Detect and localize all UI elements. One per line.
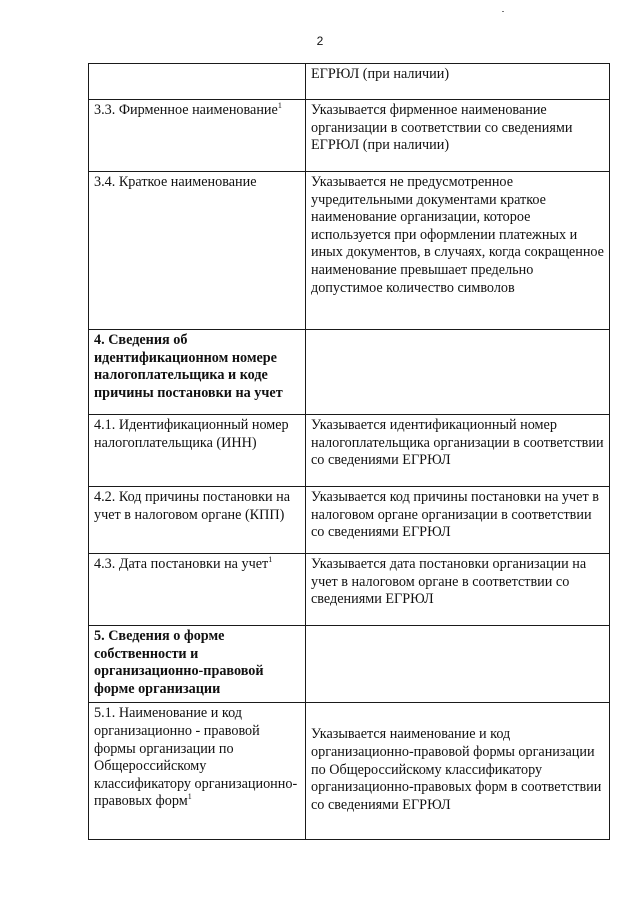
table-row — [89, 703, 610, 840]
row-description: Указывается не предусмотренное учредительными документами краткое наименование организации, которое используется при оформлении платежных и иных документов, в случаях, когда сокращенное наименование превышает предельно допустимое количество символов — [311, 174, 604, 296]
table-row — [89, 626, 610, 703]
row-label-cell — [89, 100, 306, 172]
row-label-cell — [89, 703, 306, 840]
footnote-marker: 1 — [187, 792, 192, 802]
table-row — [89, 172, 610, 330]
row-description-cell — [306, 64, 610, 100]
table-row — [89, 64, 610, 100]
row-description: Указывается фирменное наименование организации в соответствии со сведениями ЕГРЮЛ (при наличии) — [311, 102, 573, 154]
row-description-cell — [306, 100, 610, 172]
row-description-cell — [306, 487, 610, 554]
table-row — [89, 330, 610, 415]
row-label: 3.4. Краткое наименование — [94, 174, 257, 190]
row-description: Указывается дата постановки организации на учет в налоговом органе в соответствии со сведениями ЕГРЮЛ — [311, 556, 587, 608]
scan-speck — [502, 11, 504, 12]
row-description: ЕГРЮЛ (при наличии) — [311, 66, 450, 82]
row-label: 4.3. Дата постановки на учет — [94, 556, 269, 572]
row-description: Указывается идентификационный номер налогоплательщика организации в соответствии со сведениями ЕГРЮЛ — [311, 417, 604, 469]
row-label-cell — [89, 172, 306, 330]
row-label-cell — [89, 415, 306, 487]
row-description-cell — [306, 703, 610, 840]
page-number: 2 — [316, 34, 324, 48]
section-heading: 5. Сведения о форме собственности и организационно-правовой форме организации — [94, 628, 264, 697]
empty-cell — [306, 626, 610, 703]
row-description-cell — [306, 172, 610, 330]
empty-cell — [306, 330, 610, 415]
footnote-marker: 1 — [277, 101, 282, 110]
row-label: 4.2. Код причины постановки на учет в налоговом органе (КПП) — [94, 489, 291, 523]
section-heading: 4. Сведения об идентификационном номере налогоплательщика и коде причины постановки на учет — [94, 332, 283, 401]
section-heading-cell — [89, 626, 306, 703]
row-label-cell — [89, 554, 306, 626]
row-description-cell — [306, 415, 610, 487]
table-row — [89, 415, 610, 487]
row-description-cell — [306, 554, 610, 626]
row-description: Указывается наименование и код организационно-правовой формы организации по Общероссийскому классификатору организационно-правовых форм в соответствии со сведениями ЕГРЮЛ — [311, 726, 602, 813]
table-row — [89, 554, 610, 626]
row-label-cell — [89, 487, 306, 554]
footnote-marker: 1 — [268, 555, 273, 564]
row-label-cell — [89, 64, 306, 100]
table-row — [89, 487, 610, 554]
row-label: 4.1. Идентификационный номер налогоплательщика (ИНН) — [94, 417, 289, 451]
table-row — [89, 100, 610, 172]
section-heading-cell — [89, 330, 306, 415]
row-label: 3.3. Фирменное наименование — [94, 102, 278, 118]
row-description: Указывается код причины постановки на учет в налоговом органе организации в соответствии со сведениями ЕГРЮЛ — [311, 489, 599, 541]
requirements-table — [88, 63, 610, 840]
row-label: 5.1. Наименование и код организационно - правовой формы организации по Общероссийскому классификатору организационно-правовых форм — [94, 705, 298, 810]
